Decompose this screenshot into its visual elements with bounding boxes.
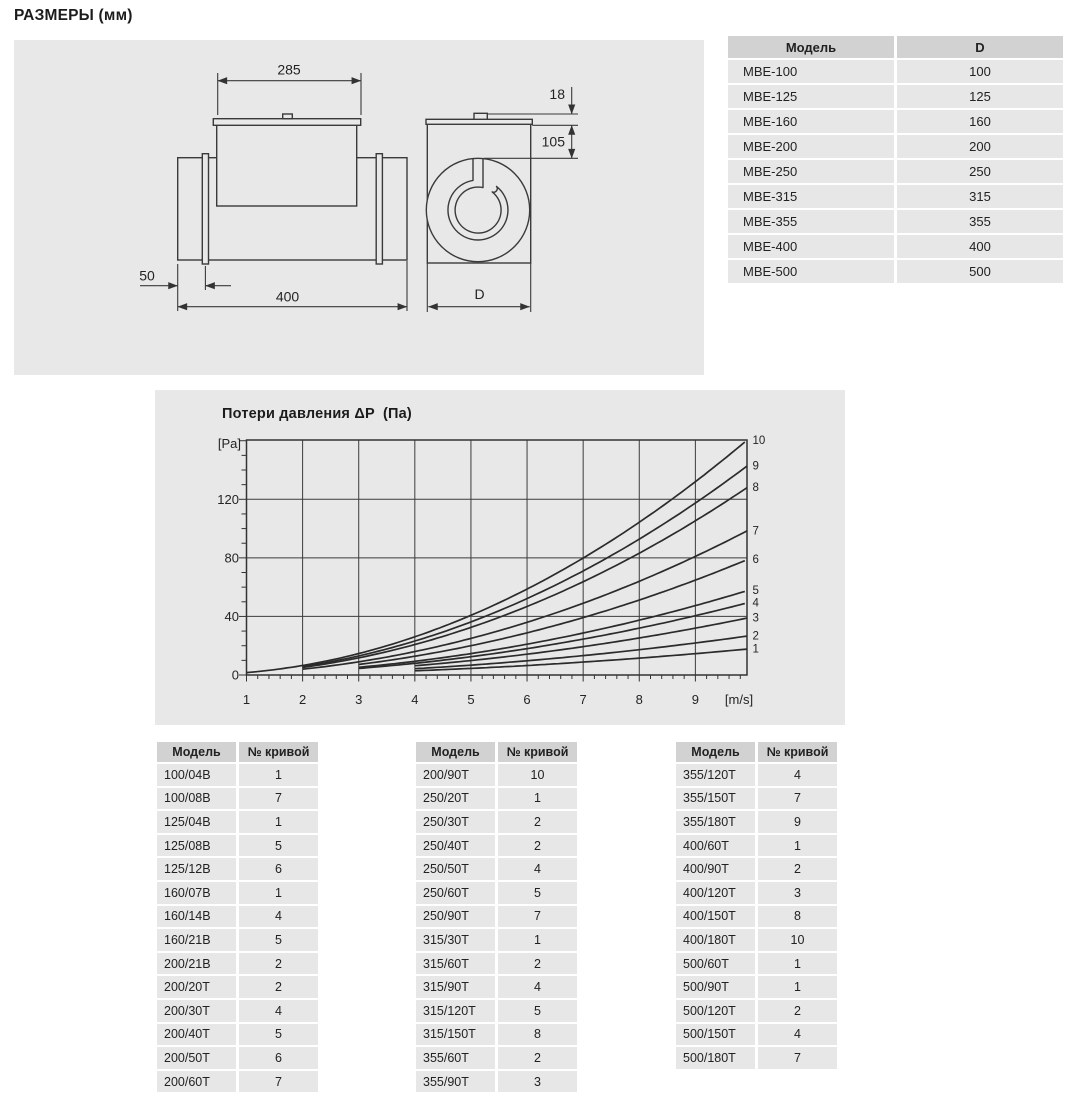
- column-header: № кривой: [239, 742, 318, 762]
- value-cell: 125: [897, 85, 1063, 108]
- value-cell: 500: [897, 260, 1063, 283]
- value-cell: 315: [897, 185, 1063, 208]
- table-row: [157, 906, 318, 928]
- table-row: [676, 1047, 837, 1069]
- model-cell: 100/08B: [157, 788, 236, 810]
- table-row: [728, 60, 1063, 83]
- model-cell: MBE-250: [728, 160, 894, 183]
- dimensions-diagram: [14, 40, 704, 375]
- table-row: [676, 788, 837, 810]
- value-cell: 2: [758, 858, 837, 880]
- pressure-curve-2: [415, 636, 747, 669]
- value-cell: 250: [897, 160, 1063, 183]
- table-row: [676, 1024, 837, 1046]
- dim-label-lid-height: 18: [549, 86, 565, 102]
- table-row: [157, 811, 318, 833]
- x-axis-tick-label: 6: [523, 692, 531, 707]
- x-axis-tick-label: 7: [579, 692, 587, 707]
- x-axis-tick-label: 9: [691, 692, 699, 707]
- value-cell: 2: [498, 835, 577, 857]
- header-row: [157, 742, 318, 762]
- value-cell: 9: [758, 811, 837, 833]
- terminal-box-lid: [213, 119, 360, 126]
- value-cell: 4: [239, 906, 318, 928]
- table-row: [416, 953, 577, 975]
- model-cell: 200/50T: [157, 1047, 236, 1069]
- value-cell: 10: [498, 764, 577, 786]
- value-cell: 2: [239, 976, 318, 998]
- model-cell: 315/150T: [416, 1024, 495, 1046]
- model-cell: MBE-355: [728, 210, 894, 233]
- value-cell: 2: [498, 811, 577, 833]
- terminal-box: [217, 125, 357, 206]
- model-cell: MBE-160: [728, 110, 894, 133]
- table-row: [416, 858, 577, 880]
- y-axis-tick-label: 40: [224, 608, 239, 624]
- x-axis-tick-label: 1: [242, 692, 251, 707]
- table-row: [676, 976, 837, 998]
- curve-label-8: 8: [752, 482, 759, 495]
- front-view: [426, 113, 532, 263]
- curve-label-2: 2: [752, 630, 759, 643]
- value-cell: 2: [498, 953, 577, 975]
- model-cell: 355/90T: [416, 1071, 495, 1093]
- column-header: Модель: [157, 742, 236, 762]
- x-axis-tick-label: 8: [635, 692, 643, 707]
- model-cell: 400/180T: [676, 929, 755, 951]
- model-cell: 500/180T: [676, 1047, 755, 1069]
- value-cell: 3: [498, 1071, 577, 1093]
- value-cell: 7: [758, 1047, 837, 1069]
- header-row: [728, 36, 1063, 58]
- side-view: [178, 114, 407, 264]
- model-cell: 315/60T: [416, 953, 495, 975]
- table-row: [676, 835, 837, 857]
- table-row: [728, 110, 1063, 133]
- model-cell: 500/120T: [676, 1000, 755, 1022]
- dim-label-body-length: 400: [275, 288, 300, 305]
- pressure-curve-9: [303, 466, 747, 666]
- model-cell: 100/04B: [157, 764, 236, 786]
- curve-table-1: [154, 740, 321, 1094]
- value-cell: 5: [239, 835, 318, 857]
- model-cell: 315/120T: [416, 1000, 495, 1022]
- x-axis-tick-label: 4: [411, 692, 419, 707]
- header-row: [416, 742, 577, 762]
- table-row: [157, 788, 318, 810]
- front-nub: [474, 113, 487, 119]
- table-row: [157, 858, 318, 880]
- dim-label-box-width: 285: [277, 61, 301, 78]
- column-header: Модель: [728, 36, 894, 58]
- curve-table-3: [673, 740, 840, 1071]
- table-row: [728, 185, 1063, 208]
- model-cell: MBE-500: [728, 260, 894, 283]
- table-row: [676, 1000, 837, 1022]
- table-row: [676, 953, 837, 975]
- table-row: [728, 135, 1063, 158]
- value-cell: 1: [239, 811, 318, 833]
- model-cell: 400/90T: [676, 858, 755, 880]
- dim-label-flange-offset: 50: [139, 267, 155, 284]
- table-row: [416, 788, 577, 810]
- model-cell: 250/50T: [416, 858, 495, 880]
- table-row: [157, 882, 318, 904]
- x-axis-tick-label: 2: [298, 692, 307, 707]
- model-cell: MBE-315: [728, 185, 894, 208]
- table-row: [416, 906, 577, 928]
- model-cell: 500/150T: [676, 1024, 755, 1046]
- curve-label-10: 10: [752, 435, 766, 447]
- chart-panel: [155, 390, 845, 725]
- value-cell: 7: [498, 906, 577, 928]
- model-cell: 250/40T: [416, 835, 495, 857]
- column-header: D: [897, 36, 1063, 58]
- column-header: Модель: [676, 742, 755, 762]
- duct-opening-circle: [426, 158, 529, 261]
- table-row: [728, 260, 1063, 283]
- table-row: [676, 906, 837, 928]
- model-cell: 400/60T: [676, 835, 755, 857]
- front-lid: [426, 119, 532, 124]
- value-cell: 8: [498, 1024, 577, 1046]
- value-cell: 2: [498, 1047, 577, 1069]
- table-row: [676, 764, 837, 786]
- model-cell: 250/90T: [416, 906, 495, 928]
- value-cell: 4: [758, 1024, 837, 1046]
- value-cell: 355: [897, 210, 1063, 233]
- model-cell: 200/21B: [157, 953, 236, 975]
- value-cell: 160: [897, 110, 1063, 133]
- column-header: № кривой: [758, 742, 837, 762]
- table-row: [676, 882, 837, 904]
- model-cell: MBE-125: [728, 85, 894, 108]
- model-cell: 250/60T: [416, 882, 495, 904]
- value-cell: 7: [239, 1071, 318, 1093]
- model-cell: 200/40T: [157, 1024, 236, 1046]
- pressure-chart: [155, 390, 845, 725]
- dimensions-panel: [14, 40, 704, 375]
- table-row: [157, 764, 318, 786]
- model-cell: 250/20T: [416, 788, 495, 810]
- value-cell: 4: [498, 976, 577, 998]
- column-header: № кривой: [498, 742, 577, 762]
- value-cell: 7: [239, 788, 318, 810]
- model-cell: 355/150T: [676, 788, 755, 810]
- table-row: [728, 210, 1063, 233]
- value-cell: 1: [239, 882, 318, 904]
- table-row: [728, 235, 1063, 258]
- model-cell: 160/14B: [157, 906, 236, 928]
- curve-label-6: 6: [752, 554, 759, 567]
- table-row: [676, 929, 837, 951]
- table-row: [157, 1024, 318, 1046]
- model-cell: 200/30T: [157, 1000, 236, 1022]
- header-row: [676, 742, 837, 762]
- table-row: [157, 1071, 318, 1093]
- model-cell: 250/30T: [416, 811, 495, 833]
- model-cell: 125/04B: [157, 811, 236, 833]
- right-flange: [376, 154, 382, 264]
- value-cell: 2: [239, 953, 318, 975]
- table-row: [676, 811, 837, 833]
- value-cell: 5: [498, 1000, 577, 1022]
- value-cell: 1: [239, 764, 318, 786]
- value-cell: 1: [498, 929, 577, 951]
- value-cell: 400: [897, 235, 1063, 258]
- model-cell: 355/120T: [676, 764, 755, 786]
- curve-label-1: 1: [752, 643, 759, 656]
- curve-label-4: 4: [752, 597, 759, 610]
- value-cell: 10: [758, 929, 837, 951]
- model-cell: MBE-400: [728, 235, 894, 258]
- value-cell: 4: [498, 858, 577, 880]
- left-flange: [202, 154, 208, 264]
- x-axis-tick-label: 5: [467, 692, 475, 707]
- value-cell: 5: [239, 929, 318, 951]
- value-cell: 4: [758, 764, 837, 786]
- value-cell: 1: [498, 788, 577, 810]
- model-cell: 500/90T: [676, 976, 755, 998]
- column-header: Модель: [416, 742, 495, 762]
- page-title: РАЗМЕРЫ (мм): [14, 7, 133, 24]
- table-row: [157, 929, 318, 951]
- table-row: [416, 882, 577, 904]
- table-row: [157, 976, 318, 998]
- model-cell: 200/60T: [157, 1071, 236, 1093]
- value-cell: 3: [758, 882, 837, 904]
- table-row: [416, 1000, 577, 1022]
- curve-label-9: 9: [752, 460, 759, 473]
- value-cell: 1: [758, 976, 837, 998]
- table-row: [728, 85, 1063, 108]
- pressure-curve-8: [303, 488, 747, 668]
- model-cell: 200/20T: [157, 976, 236, 998]
- y-axis-tick-label: 0: [231, 667, 239, 683]
- table-row: [157, 953, 318, 975]
- value-cell: 4: [239, 1000, 318, 1022]
- table-row: [157, 1000, 318, 1022]
- table-row: [416, 764, 577, 786]
- value-cell: 2: [758, 1000, 837, 1022]
- table-row: [157, 1047, 318, 1069]
- value-cell: 6: [239, 858, 318, 880]
- model-cell: MBE-100: [728, 60, 894, 83]
- model-cell: 125/12B: [157, 858, 236, 880]
- pressure-curve-1: [415, 649, 747, 671]
- value-cell: 7: [758, 788, 837, 810]
- model-cell: 400/150T: [676, 906, 755, 928]
- table-row: [416, 1047, 577, 1069]
- value-cell: 6: [239, 1047, 318, 1069]
- table-row: [416, 1071, 577, 1093]
- value-cell: 5: [498, 882, 577, 904]
- dim-label-diameter: D: [474, 286, 485, 302]
- table-row: [416, 835, 577, 857]
- x-axis-tick-label: 3: [355, 692, 363, 707]
- value-cell: 1: [758, 835, 837, 857]
- curve-label-3: 3: [752, 612, 759, 625]
- model-cell: 355/60T: [416, 1047, 495, 1069]
- model-cell: 315/90T: [416, 976, 495, 998]
- curve-label-7: 7: [752, 525, 759, 538]
- table-row: [416, 1024, 577, 1046]
- model-cell: 160/21B: [157, 929, 236, 951]
- model-cell: 125/08B: [157, 835, 236, 857]
- pressure-curve-10: [247, 442, 745, 673]
- value-cell: 5: [239, 1024, 318, 1046]
- value-cell: 1: [758, 953, 837, 975]
- model-cell: 500/60T: [676, 953, 755, 975]
- terminal-box-nub: [283, 114, 293, 119]
- model-cell: 355/180T: [676, 811, 755, 833]
- value-cell: 200: [897, 135, 1063, 158]
- y-unit-label: [Pa]: [217, 436, 241, 451]
- table-row: [416, 929, 577, 951]
- table-row: [676, 858, 837, 880]
- model-cell: MBE-200: [728, 135, 894, 158]
- dim-label-box-depth: 105: [541, 133, 565, 150]
- size-table: [725, 34, 1066, 285]
- model-cell: 200/90T: [416, 764, 495, 786]
- model-cell: 400/120T: [676, 882, 755, 904]
- table-row: [416, 811, 577, 833]
- y-axis-tick-label: 120: [217, 491, 239, 507]
- model-cell: 160/07B: [157, 882, 236, 904]
- x-unit-label: [m/s]: [724, 692, 754, 707]
- model-cell: 315/30T: [416, 929, 495, 951]
- value-cell: 8: [758, 906, 837, 928]
- chart-title: Потери давления ΔP (Па): [222, 406, 412, 422]
- table-row: [157, 835, 318, 857]
- table-row: [728, 160, 1063, 183]
- table-row: [416, 976, 577, 998]
- y-axis-tick-label: 80: [224, 550, 239, 566]
- value-cell: 100: [897, 60, 1063, 83]
- curve-table-2: [413, 740, 580, 1094]
- curve-label-5: 5: [752, 585, 759, 598]
